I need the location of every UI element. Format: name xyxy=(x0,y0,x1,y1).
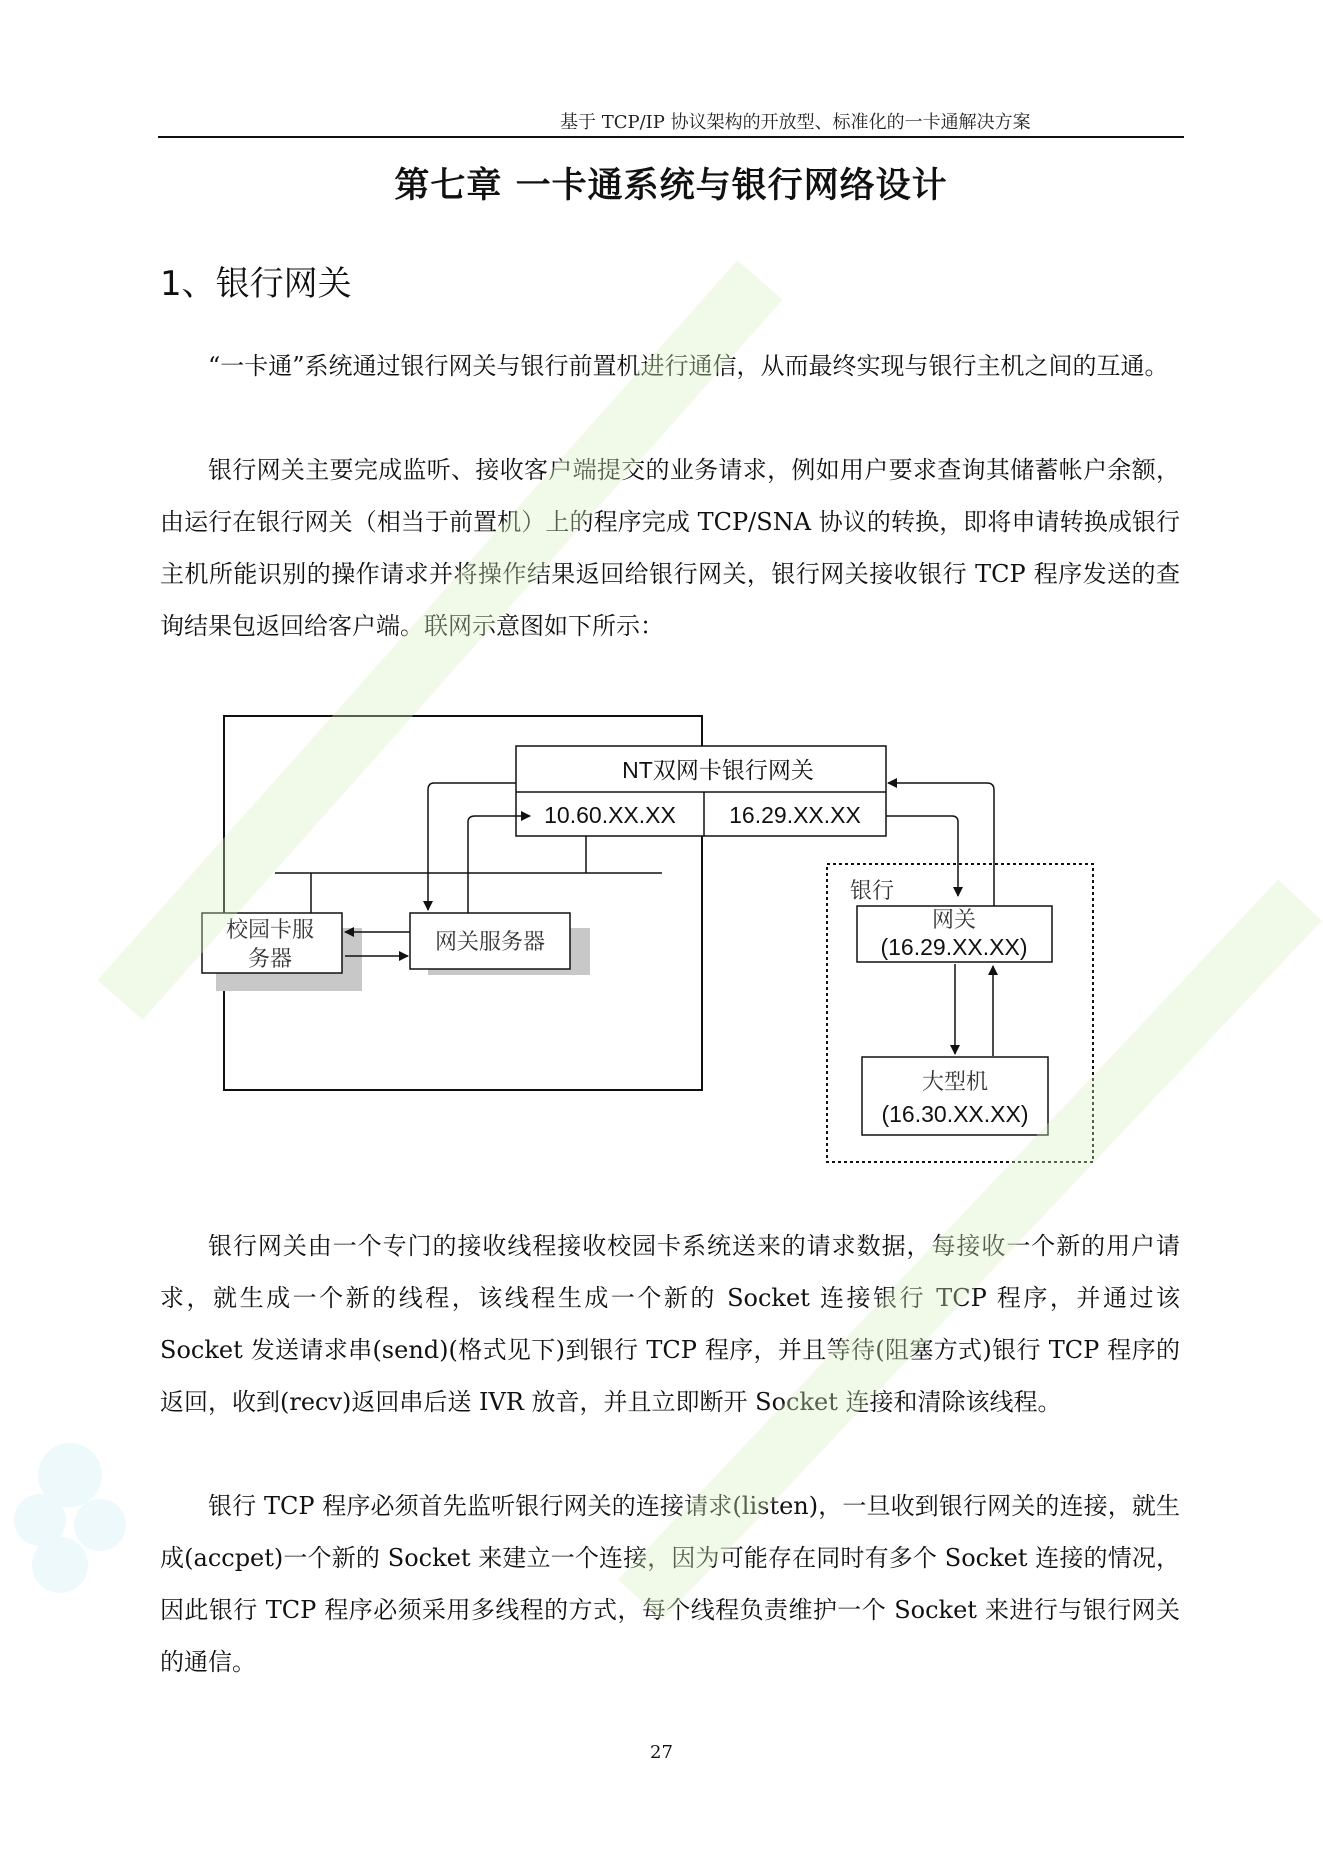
paragraph-gateway-threading: 银行网关由一个专门的接收线程接收校园卡系统送来的请求数据，每接收一个新的用户请求，就生成一个新的线程，该线程生成一个新的 Socket 连接银行 TCP 程序，并通过该 Socket 发送请求串(send)(格式见下)到银行 TCP 程序，并且等待(阻塞方式)银行 TCP 程序的返回，收到(recv)返回串后送 IVR 放音，并且立即断开 Socket 连接和清除该线程。 xyxy=(160,1232,1180,1416)
nt-gateway-ip-left: 10.60.XX.XX xyxy=(544,802,676,828)
chapter-title: 第七章 一卡通系统与银行网络设计 xyxy=(394,166,948,206)
page-number: 27 xyxy=(650,1742,673,1763)
gateway-server-label: 网关服务器 xyxy=(434,930,546,955)
section-heading: 1、银行网关 xyxy=(160,264,352,304)
header-rule xyxy=(158,136,1184,138)
gateway-server-box xyxy=(410,913,590,975)
campus-card-server-box xyxy=(202,913,362,991)
bank-label: 银行 xyxy=(849,879,895,904)
paragraph-bank-tcp: 银行 TCP 程序必须首先监听银行网关的连接请求(listen)，一旦收到银行网关的连接，就生成(accpet)一个新的 Socket 来建立一个连接，因为可能存在同时有多个 Socket 连接的情况，因此银行 TCP 程序必须采用多线程的方式，每个线程负责维护一个 Socket 来进行与银行网关的通信。 xyxy=(160,1492,1180,1676)
bank-gateway-box xyxy=(857,906,1052,962)
mainframe-title: 大型机 xyxy=(921,1070,989,1095)
watermark-flower-icon xyxy=(14,1443,126,1593)
nt-gateway-box xyxy=(516,746,886,836)
arrow-nt-to-bank-gateway xyxy=(886,816,958,896)
arrow-nt-to-gateway-server xyxy=(428,783,516,910)
nt-gateway-ip-right: 16.29.XX.XX xyxy=(729,802,861,828)
mainframe-ip: (16.30.XX.XX) xyxy=(881,1101,1029,1127)
arrow-bank-gateway-to-nt xyxy=(888,783,994,906)
paragraph-intro: “一卡通”系统通过银行网关与银行前置机进行通信，从而最终实现与银行主机之间的互通。 xyxy=(208,352,1169,380)
network-diagram xyxy=(200,700,1100,1174)
campus-server-label-2: 务器 xyxy=(247,947,293,972)
campus-server-label-1: 校园卡服 xyxy=(225,918,315,943)
paragraph-gateway-function: 银行网关主要完成监听、接收客户端提交的业务请求，例如用户要求查询其储蓄帐户余额，由运行在银行网关（相当于前置机）上的程序完成 TCP/SNA 协议的转换，即将申请转换成银行主机所能识别的操作请求并将操作结果返回给银行网关，银行网关接收银行 TCP 程序发送的查询结果包返回给客户端。联网示意图如下所示： xyxy=(160,456,1180,640)
nt-gateway-title: NT双网卡银行网关 xyxy=(622,757,814,783)
mainframe-box xyxy=(862,1057,1048,1135)
bank-gateway-ip: (16.29.XX.XX) xyxy=(880,934,1028,960)
running-header: 基于 TCP/IP 协议架构的开放型、标准化的一卡通解决方案 xyxy=(560,112,1031,133)
bank-gateway-title: 网关 xyxy=(931,908,977,933)
